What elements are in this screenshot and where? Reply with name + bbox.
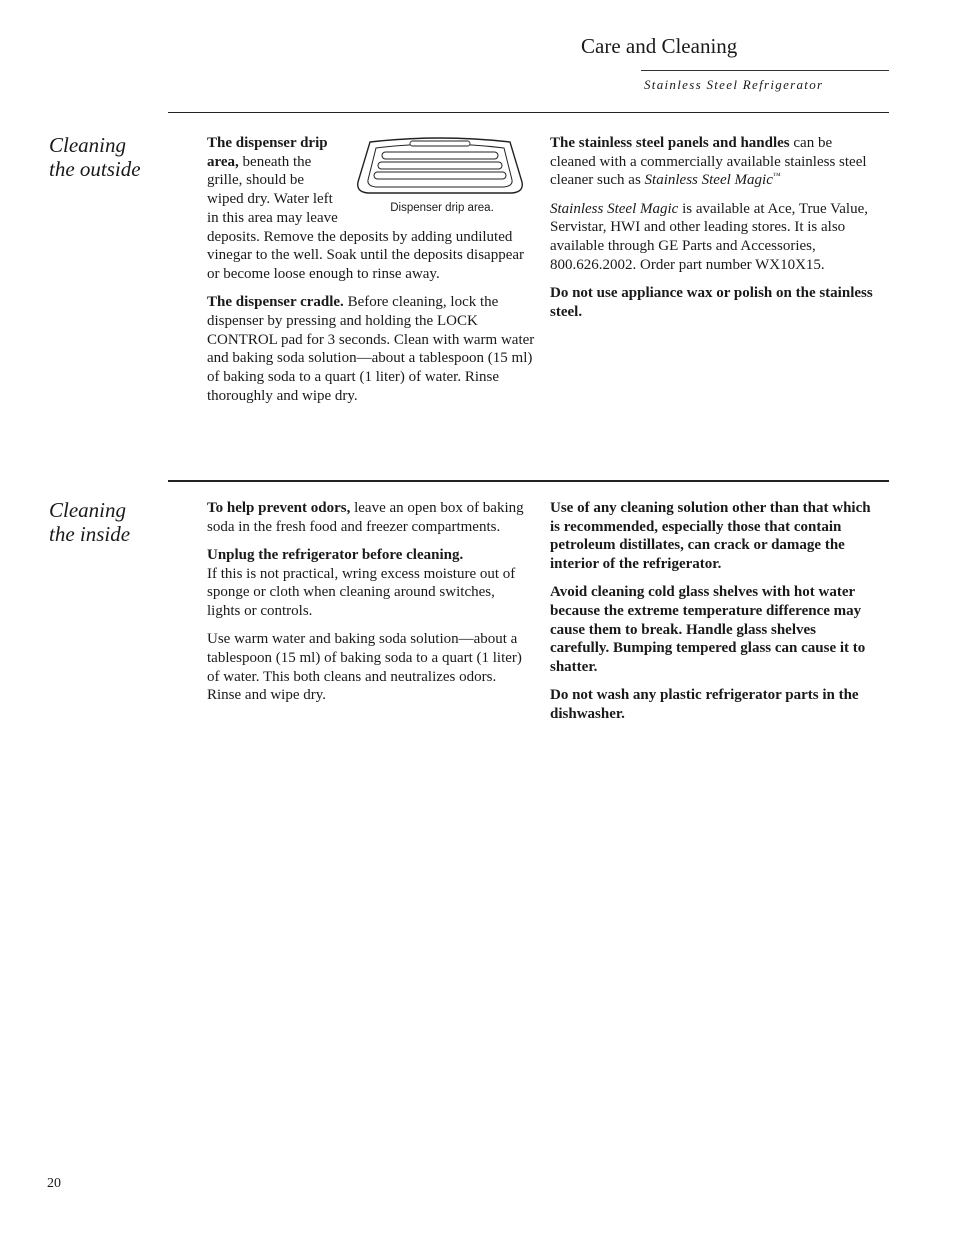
section-divider-inside <box>168 480 889 482</box>
wax-warning: Do not use appliance wax or polish on the stainless steel. <box>550 284 873 320</box>
inside-right-column <box>550 499 875 733</box>
inside-left-column <box>207 499 529 715</box>
panels-lead: The stainless steel panels and handles <box>550 135 790 151</box>
panels-paragraph <box>550 134 875 190</box>
header-rule <box>641 70 889 71</box>
section-title-inside <box>49 498 169 546</box>
page-header-title: Care and Cleaning <box>581 34 738 58</box>
magic-product: Stainless Steel Magic <box>550 200 679 217</box>
section-title-line: the outside <box>49 157 141 181</box>
magic-text: is available at Ace, True Value, Servistar, HWI and other leading stores. It is also available through GE Parts and Accessories, 800.626.2002. Order part number WX10X15. <box>550 200 868 273</box>
outside-right-column <box>550 134 875 331</box>
section-title-line: Cleaning <box>49 498 126 522</box>
outside-left-column <box>207 134 537 415</box>
unplug-paragraph <box>207 546 529 621</box>
section-title-line: the inside <box>49 522 131 546</box>
unplug-text: If this is not practical, wring excess moisture out of sponge or cloth when cleaning around switches, lights or controls. <box>207 565 516 620</box>
odors-text: leave an open box of baking soda in the fresh food and freezer compartments. <box>207 500 524 535</box>
drip-area-text: beneath the grille, should be wiped dry. Water left in this area may leave deposits. Remove the deposits by adding undiluted vinegar to the well. Soak until the deposits disappear or become loose enough to rinse away. <box>207 153 525 282</box>
glass-shelves-warning: Avoid cleaning cold glass shelves with hot water because the extreme temperature difference may cause them to break. Handle glass shelves carefully. Bumping tempered glass can cause it to shatter. <box>550 584 866 676</box>
section-divider-outside <box>168 112 889 113</box>
section-title-line: Cleaning <box>49 133 126 157</box>
unplug-lead: Unplug the refrigerator before cleaning. <box>207 546 464 563</box>
magic-paragraph <box>550 200 875 275</box>
solution-paragraph: Use warm water and baking soda solution—about a tablespoon (15 ml) of baking soda to a quart (1 liter) of water. This both cleans and neutralizes odors. Rinse and wipe dry. <box>207 631 522 704</box>
dishwasher-warning: Do not wash any plastic refrigerator parts in the dishwasher. <box>550 687 859 723</box>
cradle-text: Before cleaning, lock the dispenser by pressing and holding the LOCK CONTROL pad for 3 seconds. Clean with warm water and baking soda solution—about a tablespoon (15 ml) of baking soda to a quart (1 liter) of water. Rinse thoroughly and wipe dry. <box>207 294 535 404</box>
drip-area-lead: The dispenser drip area, <box>207 135 328 170</box>
dispenser-drip-tray-illustration <box>352 136 528 200</box>
cradle-lead: The dispenser cradle. <box>207 294 344 311</box>
odors-lead: To help prevent odors, <box>207 500 351 516</box>
panels-product: Stainless Steel Magic <box>644 172 773 189</box>
cleaning-solution-warning: Use of any cleaning solution other than that which is recommended, especially those that contain petroleum distillates, can crack or damage the interior of the refrigerator. <box>550 500 871 573</box>
page-header-subtitle: Stainless Steel Refrigerator <box>644 77 824 92</box>
odors-paragraph <box>207 499 529 536</box>
page-number: 20 <box>47 1176 61 1191</box>
section-title-outside <box>49 133 169 181</box>
cradle-paragraph <box>207 293 537 405</box>
figure-caption: Dispenser drip area. <box>390 202 494 214</box>
dispenser-drip-area-figure <box>347 134 537 226</box>
panels-text: can be cleaned with a commercially available stainless steel cleaner such as <box>550 135 867 189</box>
trademark-symbol: ™ <box>772 171 781 181</box>
